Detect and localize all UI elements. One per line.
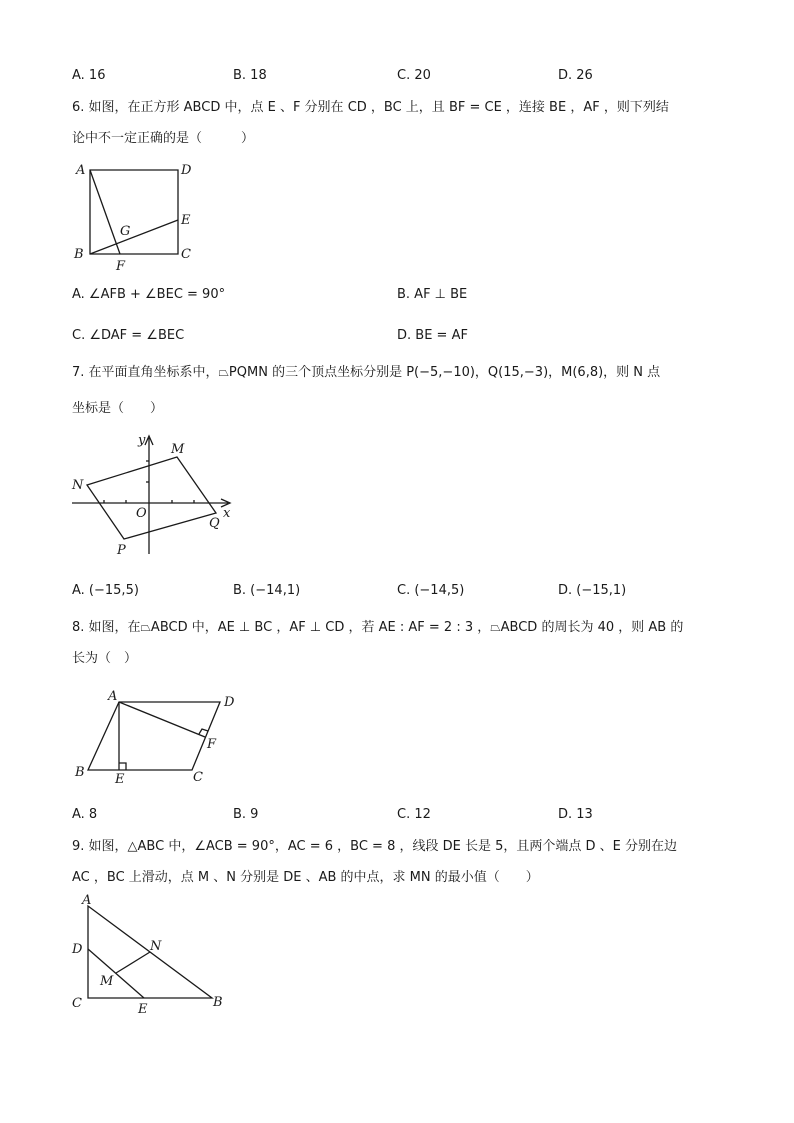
label-c: C: [72, 996, 82, 1011]
q7-option-b: B. (−14,1): [233, 583, 301, 598]
label-m: M: [171, 442, 185, 457]
q8-stem-line1: 8. 如图，在⏢ABCD 中，AE ⊥ BC ，AF ⊥ CD ，若 AE : AF = 2 : 3 ，⏢ABCD 的周长为 40 ，则 AB 的: [72, 620, 684, 635]
q9-stem-line2: AC ，BC 上滑动，点 M 、N 分别是 DE 、AB 的中点，求 MN 的最小值（ ）: [72, 870, 539, 885]
segment-af: [90, 170, 120, 254]
q6-option-d: D. BE = AF: [397, 328, 468, 343]
q8-option-a: A. 8: [72, 807, 98, 822]
q9-stem-line1: 9. 如图，△ABC 中，∠ACB = 90°，AC = 6 ，BC = 8 ，线段 DE 长是 5，且两个端点 D 、E 分别在边: [72, 839, 677, 854]
label-c: C: [193, 770, 203, 785]
label-e: E: [115, 772, 125, 787]
label-e: E: [138, 1002, 148, 1017]
q5-option-c: C. 20: [397, 68, 431, 83]
q8-option-d: D. 13: [558, 807, 593, 822]
label-c: C: [181, 247, 191, 262]
label-b: B: [74, 247, 84, 262]
label-a: A: [82, 893, 92, 908]
q6-stem-line1: 6. 如图，在正方形 ABCD 中，点 E 、F 分别在 CD ，BC 上，且 BF = CE ，连接 BE ，AF ，则下列结: [72, 100, 669, 115]
q9-triangle-figure: [70, 892, 230, 1022]
label-a: A: [108, 689, 118, 704]
label-n: N: [72, 478, 84, 493]
label-o: O: [136, 506, 147, 521]
label-d: D: [224, 695, 235, 710]
q7-stem-line1: 7. 在平面直角坐标系中，⏢PQMN 的三个顶点坐标分别是 P(−5,−10)，Q(15,−3)，M(6,8)，则 N 点: [72, 365, 661, 380]
q7-stem-line2: 坐标是（ ）: [72, 401, 164, 416]
square-abcd: [90, 170, 178, 254]
label-f: F: [116, 259, 126, 274]
label-d: D: [181, 163, 192, 178]
label-p: P: [117, 543, 126, 558]
label-y: y: [138, 433, 146, 448]
q8-option-b: B. 9: [233, 807, 259, 822]
q8-parallelogram-figure: [72, 684, 242, 788]
label-m: M: [100, 974, 114, 989]
q6-square-figure: [70, 158, 210, 278]
q7-option-c: C. (−14,5): [397, 583, 465, 598]
segment-mn: [116, 952, 150, 973]
q6-option-b: B. AF ⊥ BE: [397, 287, 468, 302]
q7-option-a: A. (−15,5): [72, 583, 139, 598]
label-a: A: [76, 163, 86, 178]
label-d: D: [72, 942, 83, 957]
q8-stem-line2: 长为（ ）: [72, 651, 138, 666]
segment-af: [119, 702, 205, 737]
q6-option-c: C. ∠DAF = ∠BEC: [72, 328, 185, 343]
label-e: E: [181, 213, 191, 228]
q6-option-a: A. ∠AFB + ∠BEC = 90°: [72, 287, 226, 302]
label-n: N: [150, 939, 162, 954]
label-g: G: [120, 224, 131, 239]
q5-option-b: B. 18: [233, 68, 267, 83]
label-b: B: [213, 995, 223, 1010]
q7-coordinate-figure: [68, 432, 248, 562]
segment-be: [90, 220, 178, 254]
label-f: F: [207, 737, 217, 752]
parallelogram-abcd: [88, 702, 220, 770]
label-b: B: [75, 765, 85, 780]
q7-option-d: D. (−15,1): [558, 583, 627, 598]
parallelogram-pqmn: [87, 457, 216, 539]
label-x: x: [223, 506, 231, 521]
right-angle-e: [119, 763, 126, 770]
q6-stem-line2: 论中不一定正确的是（ ）: [72, 131, 255, 146]
label-q: Q: [209, 516, 220, 531]
q5-option-a: A. 16: [72, 68, 106, 83]
q8-option-c: C. 12: [397, 807, 431, 822]
segment-de: [88, 949, 144, 998]
q5-option-d: D. 26: [558, 68, 593, 83]
